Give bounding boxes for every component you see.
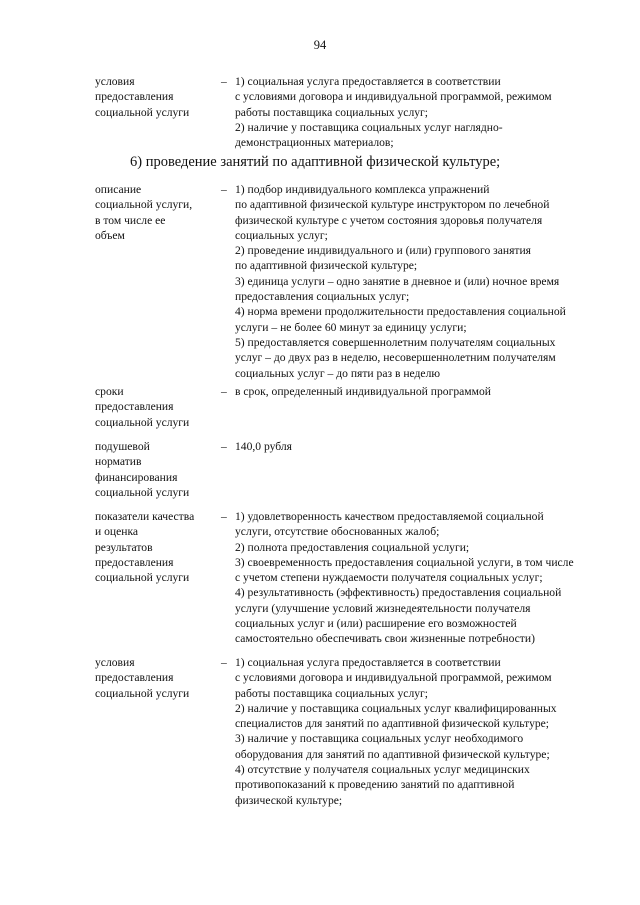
section-content: [235, 384, 607, 399]
list-item: 140,0 рубля: [235, 440, 293, 453]
list-item: 4) отсутствие у получателя социальных услуг медицинских противопоказаний к проведению занятий по адаптивной физической культуре;: [235, 763, 530, 807]
dash: –: [221, 183, 227, 196]
list-item: 1) подбор индивидуального комплекса упражнений по адаптивной физической культуре инструктором по лечебной физической культуре с учетом состояния здоровья получателя социальных услуг;: [235, 183, 550, 242]
list-item: 3) единица услуги – одно занятие в дневное и (или) ночное время предоставления социальных услуг;: [235, 274, 560, 304]
list-item: 2) наличие у поставщика социальных услуг наглядно- демонстрационных материалов;: [235, 120, 503, 150]
section-content: [235, 182, 607, 381]
subsection-heading: 6) проведение занятий по адаптивной физической культуре;: [130, 154, 501, 170]
dash: –: [221, 440, 227, 453]
section-label: сроки предоставления социальной услуги: [95, 385, 190, 429]
list-item: 2) проведение индивидуального и (или) группового занятия по адаптивной физической культуре;: [235, 244, 532, 273]
list-item: 1) удовлетворенность качеством предоставляемой социальной услуги, отсутствие обоснованных жалоб;: [235, 510, 544, 539]
dash: –: [221, 510, 227, 523]
list-item: 1) социальная услуга предоставляется в соответствии с условиями договора и индивидуальной программой, режимом работы поставщика социальных услуг;: [235, 75, 552, 119]
list-item: 4) результативность (эффективность) предоставления социальной услуги (улучшение условий жизнедеятельности получателя социальных услуг и (или) расширение его возможностей самостоятельно обеспечивать свои жизненные потребности): [235, 586, 562, 646]
dash: –: [221, 656, 227, 669]
section-content: [235, 509, 607, 647]
section-content: [235, 74, 607, 150]
section-label: описание социальной услуги, в том числе ее объем: [95, 183, 193, 242]
list-item: 4) норма времени продолжительности предоставления социальной услуги – не более 60 минут за единицу услуги;: [235, 305, 566, 334]
dash: –: [221, 75, 227, 88]
list-item: 2) наличие у поставщика социальных услуг квалифицированных специалистов для занятий по адаптивной физической культуре;: [235, 701, 557, 731]
list-item: 2) полнота предоставления социальной услуги;: [235, 540, 470, 554]
dash: –: [221, 385, 227, 398]
list-item: 1) социальная услуга предоставляется в соответствии с условиями договора и индивидуальной программой, режимом работы поставщика социальных услуг;: [235, 656, 552, 700]
list-item: 3) своевременность предоставления социальной услуги, в том числе с учетом степени нуждаемости получателя социальных услуг;: [235, 555, 574, 585]
list-item: 3) наличие у поставщика социальных услуг необходимого оборудования для занятий по адаптивной физической культуре;: [235, 732, 550, 761]
section-content: [235, 655, 607, 808]
section-label: показатели качества и оценка результатов предоставления социальной услуги: [95, 510, 195, 585]
section-content: [235, 439, 607, 454]
section-label: условия предоставления социальной услуги: [95, 75, 190, 119]
section-label: подушевой норматив финансирования социальной услуги: [95, 440, 190, 499]
page-number: 94: [313, 38, 327, 52]
list-item: в срок, определенный индивидуальной программой: [235, 385, 491, 398]
list-item: 5) предоставляется совершеннолетним получателям социальных услуг – до двух раз в неделю, несовершеннолетним получателям социальных услуг – до пяти раз в неделю: [235, 335, 556, 380]
section-label: условия предоставления социальной услуги: [95, 656, 190, 700]
